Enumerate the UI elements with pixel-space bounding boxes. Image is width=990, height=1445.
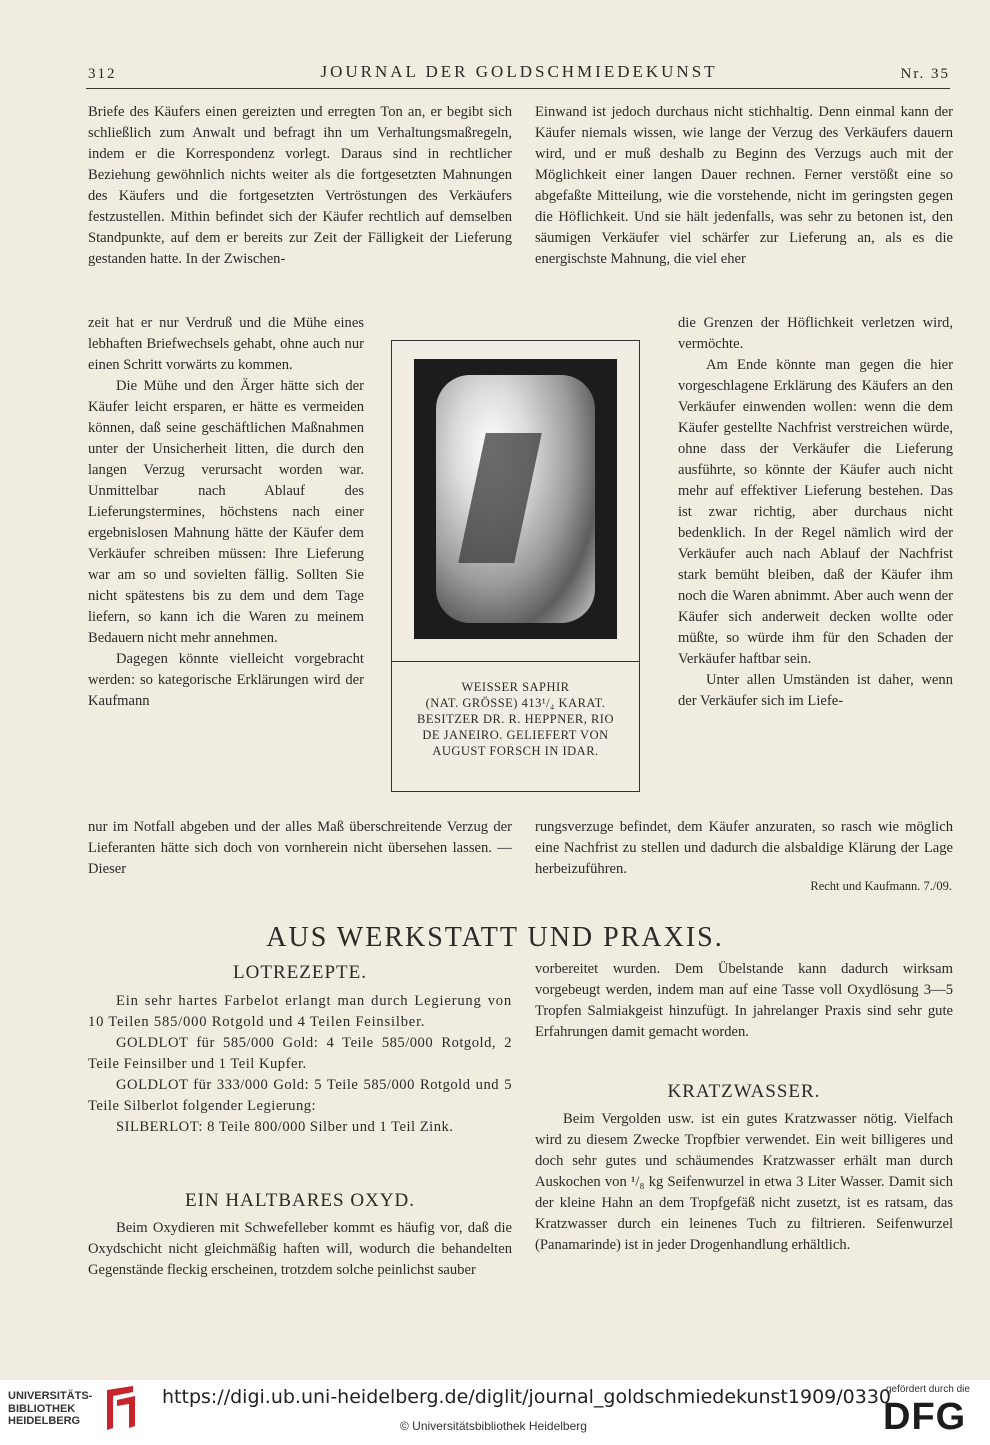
paragraph: GOLDLOT für 333/000 Gold: 5 Teile 585/000 Rotgold und 5 Teile Silberlot folgender Legierung: (88, 1077, 512, 1114)
right-narrow-column (678, 313, 953, 712)
paragraph: nur im Notfall abgeben und der alles Maß überschreitende Verzug der Lieferanten hätte sich doch von vornherein nicht übersehen lassen. — Dieser (88, 819, 512, 877)
copyright-notice: © Universitätsbibliothek Heidelberg (400, 1419, 587, 1433)
figure-divider (392, 661, 639, 662)
caption-line: WEISSER SAPHIR (461, 680, 570, 694)
paragraph: rungsverzuge befindet, dem Käufer anzuraten, so rasch wie möglich eine Nachfrist zu stellen und dadurch die alsbaldige Klärung der Lage herbeizuführen. (535, 819, 953, 877)
right-column-top (535, 102, 953, 270)
left-column-bottom (88, 817, 512, 880)
kratzwasser-body (535, 1109, 953, 1256)
lotrezepte-body (88, 991, 512, 1138)
paragraph: Ein sehr hartes Farbelot erlangt man durch Legierung von 10 Teilen 585/000 Rotgold und 4 Teilen Feinsilber. (88, 993, 512, 1030)
funding-note: gefördert durch die (886, 1384, 970, 1395)
paragraph: Dagegen könnte vielleicht vorgebracht werden: so kategorische Erklärungen wird der Kaufmann (88, 651, 364, 709)
footer-bar (0, 1380, 990, 1445)
journal-title: JOURNAL DER GOLDSCHMIEDEKUNST (320, 62, 718, 81)
oxyd-continued (535, 959, 953, 1043)
paragraph: Beim Vergolden usw. ist ein gutes Kratzwasser nötig. Vielfach wird zu diesem Zwecke Tropfbier verwendet. Ein weit billigeres und doch sehr gutes und schäumendes Kratzwasser erhält man durch Auskochen von ¹/₈ kg Seifenwurzel in etwa 3 Liter Wasser. Damit sich der kleine Hahn an dem Tropfgefäß nicht zusetzt, ist es ratsam, das Kratzwasser durch ein leinenes Tuch zu filtrieren. Seifenwurzel (Panamarinde) ist in jeder Drogenhandlung erhältlich. (535, 1111, 953, 1253)
heading-kratzwasser: KRATZWASSER. (667, 1081, 821, 1102)
left-narrow-column (88, 313, 364, 712)
page-header (88, 62, 950, 88)
paragraph: zeit hat er nur Verdruß und die Mühe eines lebhaften Briefwechsels gehabt, ohne auch nur einen Schritt vorwärts zu kommen. (88, 315, 364, 373)
figure-caption (400, 679, 631, 759)
caption-line: BESITZER DR. R. HEPPNER, RIO (416, 712, 614, 726)
paragraph: Unter allen Umständen ist daher, wenn der Verkäufer sich im Liefe- (678, 672, 953, 709)
library-logo-icon (103, 1384, 139, 1432)
paragraph: die Grenzen der Höflichkeit verletzen wird, vermöchte. (678, 315, 953, 352)
section-title: AUS WERKSTATT UND PRAXIS. (266, 922, 724, 953)
caption-line: DE JANEIRO. GELIEFERT VON (422, 728, 609, 742)
library-line: HEIDELBERG (8, 1415, 81, 1427)
paragraph: SILBERLOT: 8 Teile 800/000 Silber und 1 Teil Zink. (116, 1119, 454, 1135)
library-line: BIBLIOTHEK (8, 1402, 76, 1415)
left-column-top (88, 102, 512, 270)
paragraph: Die Mühe und den Ärger hätte sich der Käufer leicht ersparen, er hätte es vermeiden können, daß seine geschäftlichen Maßnahmen unter der Unsicherheit litten, die durch den langen Verzug verursacht worden war. Unmittelbar nach Ablauf des Lieferungstermines, höchstens nach einer ergebnislosen Mahnung hätte der Käufer dem Verkäufer schreiben müssen: Ihre Lieferung war am so und sovielten fällig. Sollten Sie nicht spätestens bis zu dem und dem Tage liefern, so kann ich die Waren zu meinem Bedauern nicht mehr annehmen. (88, 378, 364, 646)
permalink-url[interactable]: https://digi.ub.uni-heidelberg.de/diglit/journal_goldschmiedekunst1909/0330 (162, 1386, 891, 1408)
page-number: 312 (88, 66, 117, 82)
library-line: UNIVERSITÄTS- (8, 1390, 93, 1402)
right-column-bottom (535, 817, 953, 880)
dfg-logo: DFG (883, 1396, 967, 1438)
heading-oxyd: EIN HALTBARES OXYD. (185, 1190, 415, 1211)
issue-number: Nr. 35 (900, 66, 950, 82)
source-citation: Recht und Kaufmann. 7./09. (810, 879, 952, 893)
paragraph: Beim Oxydieren mit Schwefelleber kommt es häufig vor, daß die Oxydschicht nicht gleichmäßig haften will, wodurch die behandelten Gegenstände fleckig erscheinen, trotzdem solche peinlichst sauber (88, 1220, 512, 1278)
paragraph: Einwand ist jedoch durchaus nicht stichhaltig. Denn einmal kann der Käufer niemals wissen, wie lange der Verzug des Verkäufers dauern wird, und er muß deshalb zu Beginn des Verzugs auch mit der Möglichkeit einer langen Dauer rechnen. Ferner verstößt eine so abgefaßte Mitteilung, wie die vorstehende, nicht im geringsten gegen die Höflichkeit. Und sie hält jedenfalls, was sehr zu betonen ist, den säumigen Verkäufer viel schärfer zur Lieferung an, als es die energischste Mahnung, die viel eher (535, 104, 953, 267)
paragraph: GOLDLOT für 585/000 Gold: 4 Teile 585/000 Rotgold, 2 Teile Feinsilber und 1 Teil Kupfer. (88, 1035, 512, 1072)
heading-lotrezepte: LOTREZEPTE. (233, 962, 367, 983)
paragraph: Briefe des Käufers einen gereizten und erregten Ton an, er begibt sich schließlich zum Anwalt und befragt ihn um Verhaltungsmaßregeln, indem er die Korrespondenz vorlegt. Daraus sind in rechtlicher Beziehung gewöhnlich nichts weiter als die fortgesetzten Mahnungen des Käufers und die fortgesetzten Vertröstungen des Verkäufers festzustellen. Mithin befindet sich der Käufer rechtlich auf demselben Standpunkte, auf dem er bereits zur Zeit der Fälligkeit der Lieferung gestanden hatte. In der Zwischen- (88, 104, 512, 267)
caption-line: (NAT. GRÖSSE) 413¹/₄ KARAT. (425, 696, 606, 710)
caption-line: AUGUST FORSCH IN IDAR. (432, 744, 599, 758)
sapphire-figure (391, 340, 640, 792)
library-name (8, 1390, 92, 1428)
paragraph: vorbereitet wurden. Dem Übelstande kann dadurch wirksam vorgebeugt werden, indem man auf eine Tasse voll Oxydlösung 3—5 Tropfen Salmiakgeist hinzufügt. In jahrelanger Praxis sind sehr gute Erfahrungen damit gemacht worden. (535, 961, 953, 1040)
paragraph: Am Ende könnte man gegen die hier vorgeschlagene Erklärung des Käufers an den Verkäufer einwenden wollen: wenn die dem Käufer gestellte Nachfrist verstreichen würde, ohne dass der Verkäufer die Lieferung ausführte, so könnte der Käufer auch nicht mehr auf effektiver Lieferung bestehen. Das ist zwar richtig, aber durchaus nicht bedenklich. In der Regel nämlich wird der Verkäufer auch nach Ablauf der Nachfrist stark bemüht bleiben, daß der Käufer ihm noch die Waren abnimmt. Aber auch wenn der Käufer sich anderweit decken wollte oder müßte, so würde ihm für den Schaden der Verkäufer haftbar sein. (678, 357, 953, 667)
header-rule (86, 88, 950, 89)
sapphire-photo (414, 359, 617, 639)
oxyd-body (88, 1218, 512, 1281)
